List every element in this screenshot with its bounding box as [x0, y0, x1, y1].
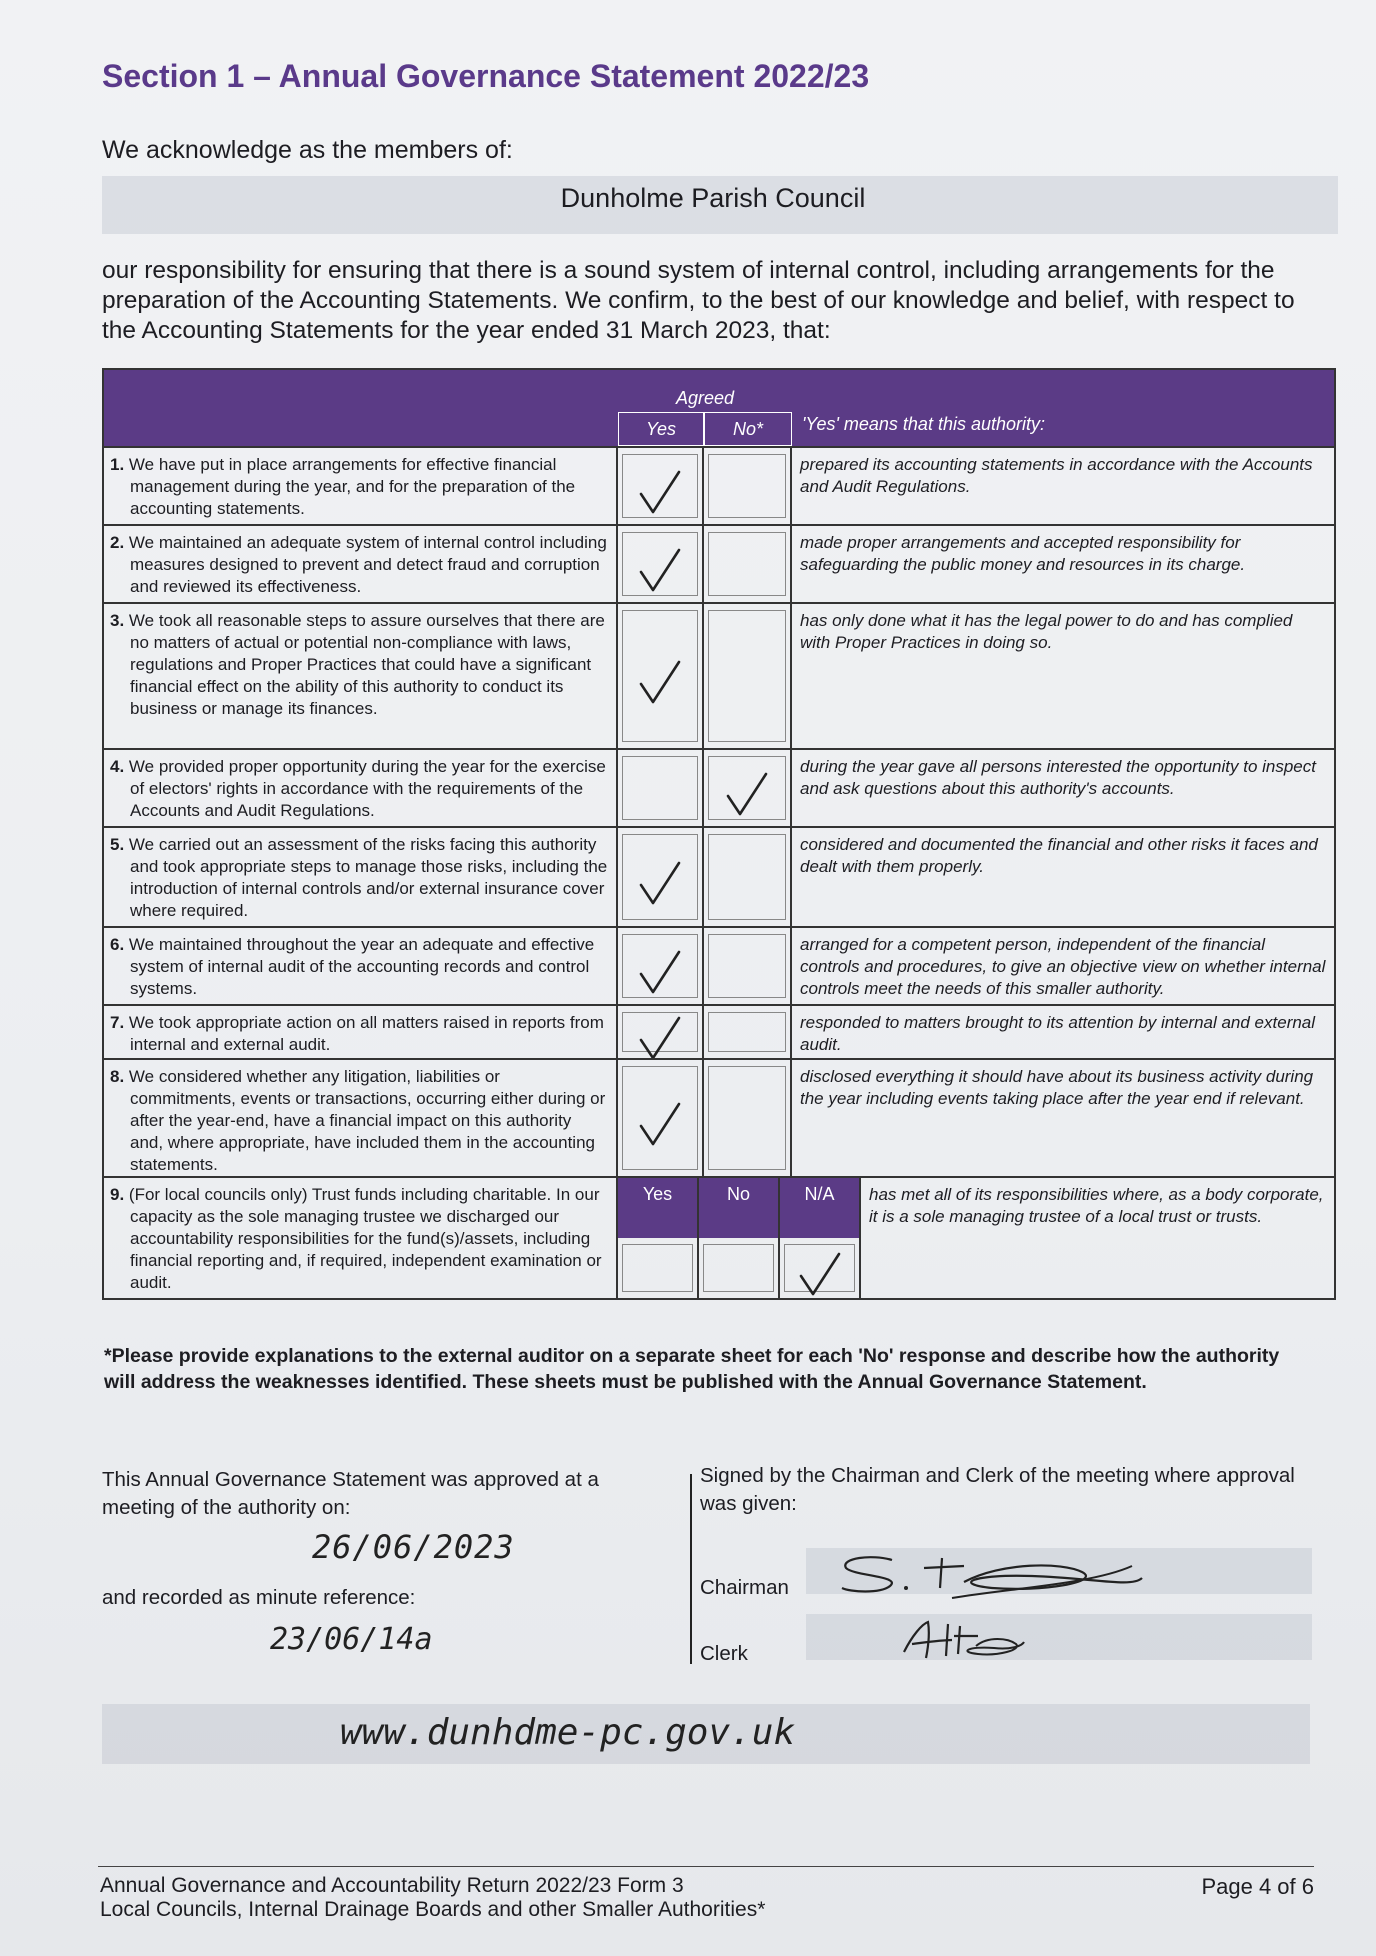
yes-checkbox[interactable] [618, 448, 704, 524]
row9-no-checkbox[interactable] [699, 1238, 778, 1298]
no-header: No* [704, 412, 792, 446]
yes-meaning: made proper arrangements and accepted responsibility for safeguarding the public money and resources in its charge. [800, 533, 1246, 574]
checkmark-icon [637, 466, 683, 516]
yes-meaning: has only done what it has the legal power to do and has complied with Proper Practices in doing so. [800, 611, 1293, 652]
no-checkbox[interactable] [704, 750, 792, 826]
statement-text: 4. We provided proper opportunity during the year for the exercise of electors' rights in accordance with the requirements of the Accounts and Audit Regulations. [104, 750, 618, 826]
checkmark-icon [637, 544, 683, 594]
row9-meaning: has met all of its responsibilities where, as a body corporate, it is a sole managing trustee of a local trust or trusts. [869, 1185, 1324, 1226]
checkmark-icon [637, 1098, 683, 1148]
no-checkbox[interactable] [704, 448, 792, 524]
statement-text: 7. We took appropriate action on all matters raised in reports from internal and external audit. [104, 1006, 618, 1058]
row9-yes-checkbox[interactable] [618, 1238, 697, 1298]
agreed-header: Agreed [675, 388, 735, 408]
approval-date[interactable]: 26/06/2023 [312, 1528, 515, 1566]
column-divider [690, 1474, 692, 1664]
clerk-signature[interactable] [898, 1616, 1028, 1666]
yes-meaning: during the year gave all persons interested the opportunity to inspect and ask questions about this authority's accounts. [800, 757, 1316, 798]
no-checkbox[interactable] [704, 928, 792, 1004]
table-row-4 [104, 748, 1334, 826]
statement-text: 2. We maintained an adequate system of internal control including measures designed to prevent and detect fraud and corruption and reviewed its effectiveness. [104, 526, 618, 602]
signed-text: Signed by the Chairman and Clerk of the meeting where approval was given: [700, 1464, 1295, 1515]
yes-checkbox[interactable] [618, 828, 704, 926]
statement-text: 3. We took all reasonable steps to assure ourselves that there are no matters of actual or potential non-compliance with laws, regulations and Proper Practices that could have a significant financial effect on the ability of this authority to conduct its business or manage its finances. [104, 604, 618, 748]
no-checkbox[interactable] [704, 526, 792, 602]
table-row-8 [104, 1058, 1334, 1176]
table-row-6 [104, 926, 1334, 1004]
chairman-signature[interactable] [832, 1548, 1152, 1606]
section-title: Section 1 – Annual Governance Statement 2022/23 [102, 58, 870, 94]
row9-yes-header: Yes [618, 1178, 697, 1238]
yes-means-header: 'Yes' means that this authority: [802, 414, 1045, 434]
show-through-band [806, 1614, 1312, 1660]
yes-meaning: disclosed everything it should have about its business activity during the year including events taking place after the year end if relevant. [800, 1067, 1314, 1108]
yes-header: Yes [618, 412, 704, 446]
statement-text: 6. We maintained throughout the year an adequate and effective system of internal audit of the accounting records and control systems. [104, 928, 618, 1004]
yes-checkbox[interactable] [618, 604, 704, 748]
no-checkbox[interactable] [704, 604, 792, 748]
row9-na-checkbox[interactable] [780, 1238, 859, 1298]
checkmark-icon [637, 946, 683, 996]
yes-column [618, 1178, 699, 1298]
table-row-5 [104, 826, 1334, 926]
no-checkbox[interactable] [704, 1060, 792, 1176]
yes-meaning: arranged for a competent person, independent of the financial controls and procedures, to give an objective view on whether internal controls meet the needs of this smaller authority. [800, 935, 1326, 998]
no-column [699, 1178, 780, 1298]
no-checkbox[interactable] [704, 828, 792, 926]
yes-meaning: considered and documented the financial and other risks it faces and dealt with them properly. [800, 835, 1318, 876]
footer-form-title [100, 1874, 765, 1922]
statement-text: 9. (For local councils only) Trust funds including charitable. In our capacity as the sole managing trustee we discharged our accountability responsibilities for the fund(s)/assets, including financial reporting and, if required, independent examination or audit. [104, 1178, 618, 1298]
table-header [104, 370, 1334, 446]
yes-checkbox[interactable] [618, 928, 704, 1004]
checkmark-icon [724, 768, 770, 818]
footer-rule [98, 1866, 1314, 1867]
page-number: Page 4 of 6 [1201, 1874, 1314, 1899]
no-checkbox[interactable] [704, 1006, 792, 1058]
website-address[interactable]: www.dunhdme-pc.gov.uk [340, 1712, 796, 1753]
minute-reference-label: and recorded as minute reference: [102, 1586, 416, 1609]
chairman-label: Chairman [700, 1576, 789, 1599]
statement-text: 8. We considered whether any litigation, liabilities or commitments, events or transactions, occurring either during or after the year-end, have a financial impact on this authority and, where appropriate, have included them in the accounting statements. [104, 1060, 618, 1176]
yes-meaning: responded to matters brought to its attention by internal and external audit. [800, 1013, 1316, 1054]
yes-checkbox[interactable] [618, 526, 704, 602]
approval-text: This Annual Governance Statement was approved at a meeting of the authority on: [102, 1468, 599, 1519]
table-row-2 [104, 524, 1334, 602]
checkmark-icon [637, 1012, 683, 1062]
checkmark-icon [637, 656, 683, 706]
footer-line-1: Annual Governance and Accountability Return 2022/23 Form 3 [100, 1874, 684, 1897]
checkmark-icon [637, 857, 683, 907]
table-row-3 [104, 602, 1334, 748]
yes-checkbox[interactable] [618, 1006, 704, 1058]
na-column [780, 1178, 861, 1298]
table-row-9 [104, 1176, 1334, 1298]
governance-table [102, 368, 1336, 1300]
checkmark-icon [797, 1248, 843, 1298]
yes-meaning: prepared its accounting statements in accordance with the Accounts and Audit Regulations. [800, 455, 1313, 496]
clerk-label: Clerk [700, 1642, 748, 1665]
minute-reference-value[interactable]: 23/06/14a [270, 1622, 433, 1657]
statement-text: 5. We carried out an assessment of the risks facing this authority and took appropriate steps to manage those risks, including the introduction of internal controls and/or external insurance cover where required. [104, 828, 618, 926]
statement-text: 1. We have put in place arrangements for effective financial management during the year, and for the preparation of the accounting statements. [104, 448, 618, 524]
row9-no-header: No [699, 1178, 778, 1238]
footnote: *Please provide explanations to the external auditor on a separate sheet for each 'No' response and describe how the authority will address the weaknesses identified. These sheets must be published with the Annual Governance Statement. [104, 1345, 1280, 1393]
statement-rows [104, 446, 1334, 1176]
table-row-7 [104, 1004, 1334, 1058]
intro-paragraph: our responsibility for ensuring that there is a sound system of internal control, including arrangements for the preparation of the Accounting Statements. We confirm, to the best of our knowledge and belief, with respect to the Accounting Statements for the year ended 31 March 2023, that: [102, 257, 1295, 344]
yes-checkbox[interactable] [618, 750, 704, 826]
table-row-1 [104, 446, 1334, 524]
footer-line-2: Local Councils, Internal Drainage Boards and other Smaller Authorities* [100, 1898, 766, 1921]
row9-na-header: N/A [780, 1178, 859, 1238]
yes-checkbox[interactable] [618, 1060, 704, 1176]
authority-name: Dunholme Parish Council [560, 183, 866, 213]
acknowledge-text: We acknowledge as the members of: [102, 136, 513, 164]
